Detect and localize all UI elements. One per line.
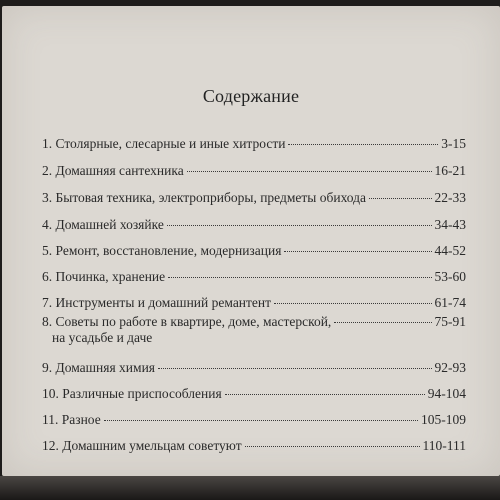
toc-entry-label: 3. Бытовая техника, электроприборы, предметы обихода bbox=[42, 190, 367, 205]
toc-entry-label: 2. Домашняя сантехника bbox=[42, 163, 184, 178]
leader-dots bbox=[274, 303, 431, 304]
toc-entry-3 bbox=[42, 190, 466, 206]
leader-dots bbox=[334, 322, 431, 323]
toc-entry-2 bbox=[42, 163, 466, 179]
toc-entry-1 bbox=[42, 136, 466, 152]
toc-entry-label: 12. Домашним умельцам советуют bbox=[42, 438, 242, 453]
toc-entry-pages: 44-52 bbox=[434, 243, 466, 258]
toc-entry-pages: 22-33 bbox=[434, 190, 466, 205]
toc-entry-12 bbox=[42, 438, 466, 454]
leader-dots bbox=[225, 394, 425, 395]
toc-entry-label: 5. Ремонт, восстановление, модернизация bbox=[42, 243, 282, 258]
leader-dots bbox=[158, 368, 431, 369]
leader-dots bbox=[284, 251, 431, 252]
leader-dots bbox=[104, 420, 418, 421]
toc-entry-pages: 53-60 bbox=[434, 269, 466, 284]
toc-entry-pages: 94-104 bbox=[427, 386, 466, 401]
toc-entry-label: 6. Починка, хранение bbox=[42, 269, 166, 284]
leader-dots bbox=[187, 171, 432, 172]
toc-entry-5 bbox=[42, 243, 466, 259]
toc-entry-label: 10. Различные приспособления bbox=[42, 386, 222, 401]
toc-entry-pages: 105-109 bbox=[421, 412, 466, 427]
leader-dots bbox=[245, 446, 420, 447]
toc-entry-label: 4. Домашней хозяйке bbox=[42, 217, 164, 232]
page-title: Содержание bbox=[202, 86, 300, 106]
toc-entry-9 bbox=[42, 360, 466, 376]
toc-entry-4 bbox=[42, 217, 466, 233]
toc-entry-pages: 92-93 bbox=[434, 360, 466, 375]
toc-entry-label bbox=[42, 314, 331, 346]
toc-entry-pages: 34-43 bbox=[434, 217, 466, 232]
leader-dots bbox=[168, 277, 431, 278]
toc-entry-label: 9. Домашняя химия bbox=[42, 360, 156, 375]
toc-entry-pages: 75-91 bbox=[434, 314, 466, 329]
toc-entry-pages: 16-21 bbox=[434, 163, 466, 178]
leader-dots bbox=[288, 144, 438, 145]
toc-entry-label: 11. Разное bbox=[42, 412, 101, 427]
toc-entry-pages: 3-15 bbox=[441, 136, 466, 151]
toc-entry-6 bbox=[42, 269, 466, 285]
toc-entry-11 bbox=[42, 412, 466, 428]
toc-entry-8 bbox=[42, 314, 466, 346]
toc-entry-pages: 61-74 bbox=[434, 295, 466, 310]
toc-entry-pages: 110-111 bbox=[422, 438, 466, 453]
toc-entry-label-line-2: на усадьбе и даче bbox=[52, 330, 153, 345]
toc-entry-label: 7. Инструменты и домашний ремантент bbox=[42, 295, 272, 310]
toc-entry-7 bbox=[42, 295, 466, 311]
background-shadow bbox=[0, 476, 500, 500]
leader-dots bbox=[369, 198, 431, 199]
toc-entry-10 bbox=[42, 386, 466, 402]
toc-entry-label: 1. Столярные, слесарные и иные хитрости bbox=[42, 136, 286, 151]
toc-entry-label-line-1: 8. Советы по работе в квартире, доме, мастерской, bbox=[42, 314, 332, 329]
book-page bbox=[2, 6, 500, 476]
leader-dots bbox=[167, 225, 432, 226]
